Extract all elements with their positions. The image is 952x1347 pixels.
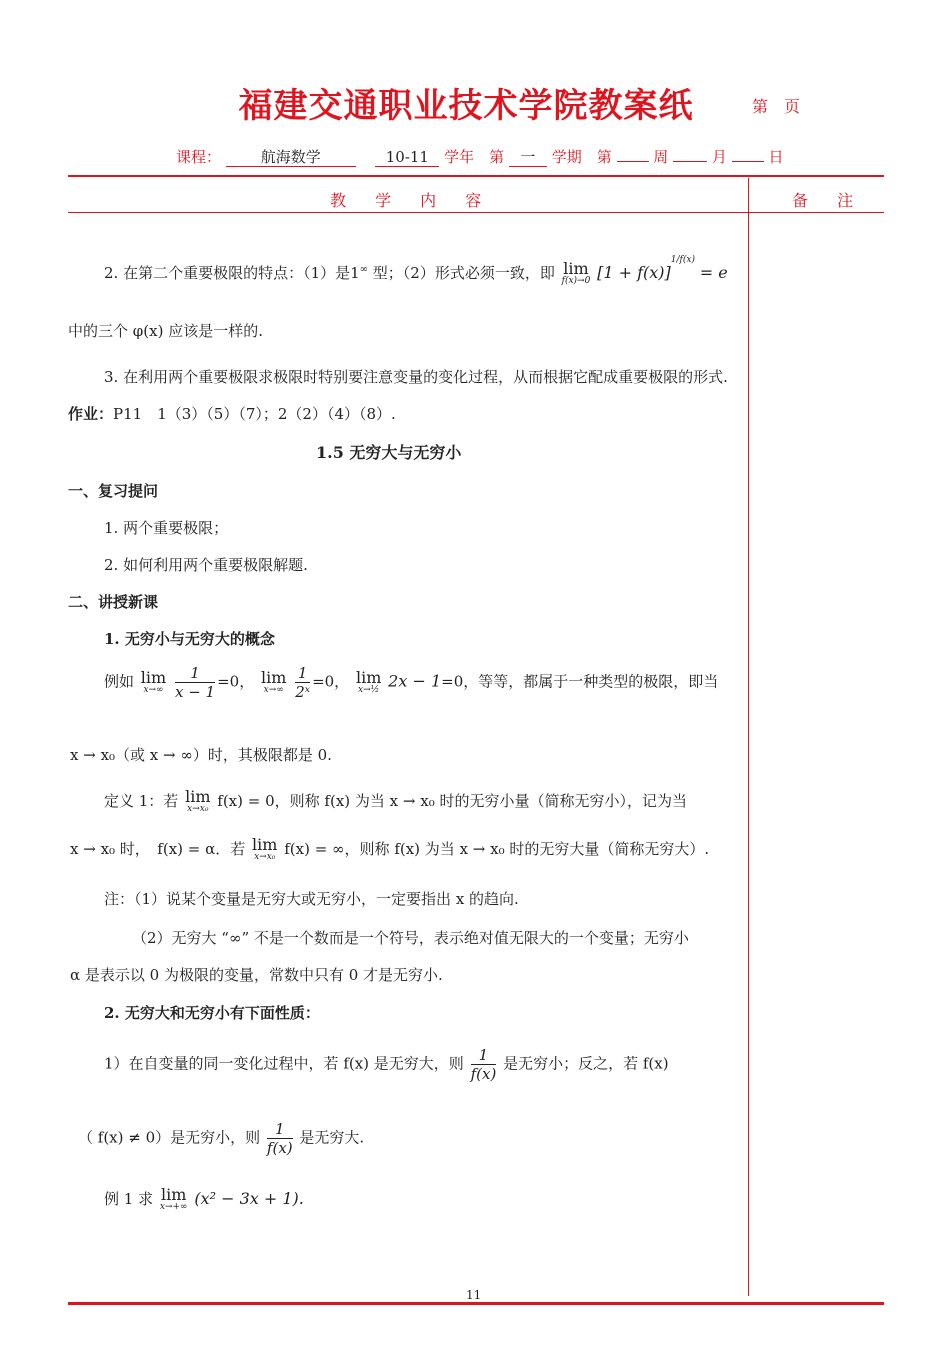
part-2-heading: 二、讲授新课 [68, 593, 159, 611]
subsection-1-heading: 1. 无穷小与无穷大的概念 [104, 630, 275, 648]
term-label: 学期 第 [551, 148, 612, 166]
header-rule-bottom [68, 212, 884, 213]
page-title: 福建交通职业技术学院教案纸 [238, 86, 694, 126]
course-label: 课程： [176, 148, 222, 166]
footer-page-number: 11 [466, 1288, 482, 1302]
homework-line [68, 403, 396, 424]
property-1: 1）在自变量的同一变化过程中，若 f(x) 是无穷大，则 $\frac{1}{f(x)}$ 是无穷小；反之，若 f(x) [104, 1046, 669, 1083]
month-blank [673, 161, 707, 162]
definition-1-continued: x → x₀ 时， f(x) = α．若 lim x→x₀ f(x) = ∞，则称 f(x) 为当 x → x₀ 时的无穷大量（简称无穷大）. [70, 835, 710, 862]
day-blank [732, 161, 764, 162]
note-2: （2）无穷大 “∞” 不是一个数而是一个符号，表示绝对值无限大的一个变量；无穷小 [132, 929, 689, 947]
point-2-continued: 中的三个 φ(x) 应该是一样的. [68, 322, 263, 340]
notes-column-divider [748, 178, 749, 1296]
note-1: 注：（1）说某个变量是无穷大或无穷小，一定要指出 x 的趋向. [104, 890, 519, 908]
week-blank [617, 161, 649, 162]
homework-label: 作业： [68, 405, 114, 423]
homework-text: P11 1（3）（5）（7）；2（2）（4）（8）. [113, 405, 396, 423]
point-3: 3. 在利用两个重要极限求极限时特别要注意变量的变化过程，从而根据它配成重要极限的形式. [104, 368, 728, 386]
definition-1: 定义 1：若 lim x→x₀ f(x) = 0，则称 f(x) 为当 x → x₀ 时的无穷小量（简称无穷小），记为当 [104, 787, 687, 814]
academic-year: 10-11 [375, 148, 439, 167]
section-title: 1.5 无穷大与无穷小 [316, 443, 462, 462]
month-label: 月 [711, 148, 727, 166]
example-limits-continued: x → x₀（或 x → ∞）时，其极限都是 0. [70, 746, 332, 764]
review-question-1: 1. 两个重要极限； [104, 519, 229, 537]
subsection-2-heading: 2. 无穷大和无穷小有下面性质： [104, 1004, 320, 1022]
header-rule-top [68, 175, 884, 177]
point-2: 2. 在第二个重要极限的特点：（1）是1∞ 型；（2）形式必须一致，即 lim f(x)→0 $[1 + f(x)]^{1/f(x)} = e$ [104, 255, 728, 286]
column-header-notes: 备 注 [792, 191, 866, 210]
property-1-continued: （ f(x) ≠ 0）是无穷小，则 $\frac{1}{f(x)}$ 是无穷大. [78, 1120, 365, 1157]
term-number: 一 [509, 148, 547, 167]
day-label: 日 [768, 148, 784, 166]
note-3: α 是表示以 0 为极限的变量，常数中只有 0 才是无穷小. [70, 966, 443, 984]
example-1: 例 1 求 lim x→+∞ (x² − 3x + 1). [104, 1185, 304, 1212]
course-name: 航海数学 [226, 148, 356, 167]
week-label: 周 [653, 148, 669, 166]
year-label: 学年 第 [444, 148, 505, 166]
course-line [176, 146, 783, 167]
example-limits-line: 例如 lim x→∞ $\frac{1}{x - 1}$ =0， lim x→∞ $\frac{1}{\text{2ˣ}}$ =0， lim x→½ 2x − 1=0，等等，都属于一种类型的极限，即当 [104, 664, 719, 701]
review-question-2: 2. 如何利用两个重要极限解题. [104, 556, 308, 574]
page-number-label: 第 页 [752, 97, 801, 116]
column-header-content: 教 学 内 容 [330, 191, 494, 210]
footer-rule [68, 1302, 884, 1305]
part-1-heading: 一、复习提问 [68, 482, 159, 500]
